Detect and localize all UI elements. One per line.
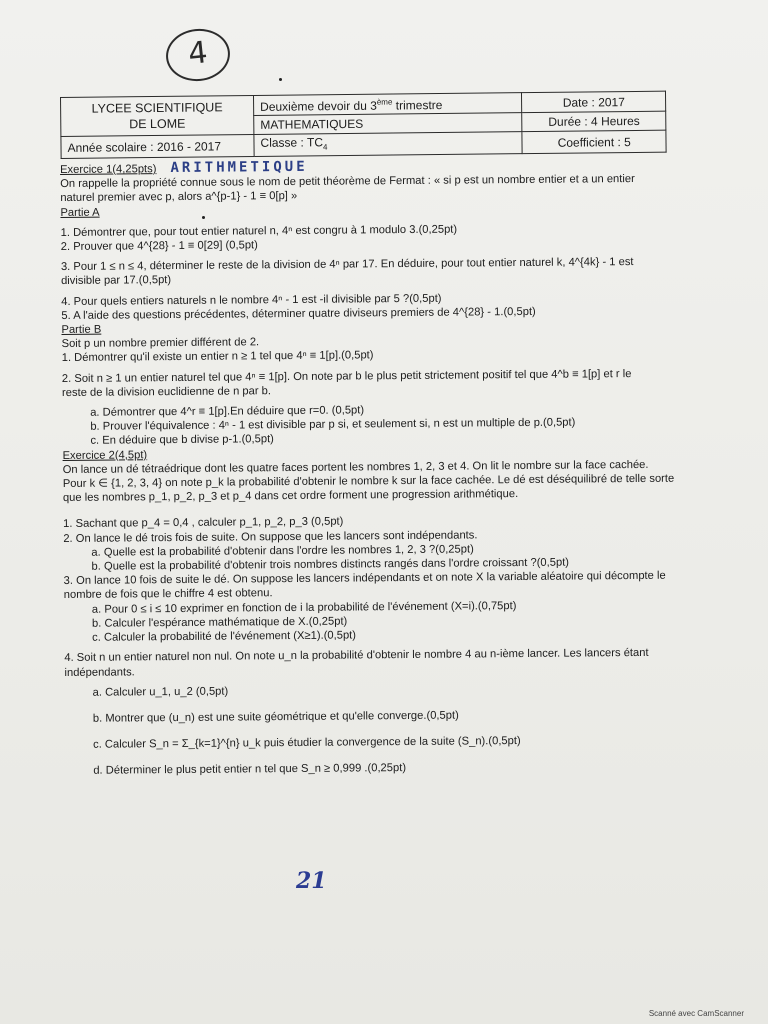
subquestion-line: a. Calculer u_1, u_2 (0,5pt)	[92, 685, 229, 699]
question-line: 4. Pour quels entiers naturels n le nombre 4ⁿ - 1 est -il divisible par 5 ?(0,5pt)	[61, 292, 442, 308]
question-line: 4. Soit n un entier naturel non nul. On note u_n la probabilité d'obtenir le nombre 4 au n-ième lancer. Les lancers étant	[64, 647, 649, 665]
question-line: 2. Prouver que 4^{28} - 1 ≡ 0[29] (0,5pt)	[60, 239, 258, 254]
part-title: Partie A	[60, 206, 100, 219]
coefficient-cell: Coefficient : 5	[522, 130, 666, 154]
exercise-title: Exercice 1(4,25pts) ARITHMETIQUE	[60, 158, 308, 177]
text-line: On lance un dé tétraédrique dont les quatre faces portent les nombres 1, 2, 3 et 4. On lit le nombre sur la face cachée.	[62, 458, 649, 476]
question-line: 1. Sachant que p_4 = 0,4 , calculer p_1, p_2, p_3 (0,5pt)	[63, 516, 344, 531]
subquestion-line: a. Démontrer que 4^r ≡ 1[p].En déduire que r=0. (0,5pt)	[90, 404, 365, 419]
subject-cell: MATHEMATIQUES	[254, 113, 523, 135]
question-line: 1. Démontrer que, pour tout entier naturel n, 4ⁿ est congru à 1 modulo 3.(0,25pt)	[60, 223, 458, 239]
scanner-watermark: Scanné avec CamScanner	[648, 1009, 744, 1018]
handwritten-note: ARITHMETIQUE	[170, 158, 308, 177]
exercise-title: Exercice 2(4,5pt)	[62, 448, 148, 462]
subquestion-line: b. Montrer que (u_n) est une suite géométrique et qu'elle converge.(0,5pt)	[92, 709, 459, 725]
subquestion-line: b. Prouver l'équivalence : 4ⁿ - 1 est divisible par p si, et seulement si, n est un multiple de p.(0,5pt)	[90, 416, 576, 433]
question-line: 1. Démontrer qu'il existe un entier n ≥ 1 tel que 4ⁿ ≡ 1[p].(0,5pt)	[61, 349, 374, 365]
school-year-cell: Année scolaire : 2016 - 2017	[61, 134, 254, 158]
exam-content	[60, 156, 725, 778]
page-number: 4	[163, 26, 232, 84]
question-line: divisible par 17.(0,5pt)	[60, 274, 172, 288]
question-line: 2. On lance le dé trois fois de suite. On suppose que les lancers sont indépendants.	[63, 529, 478, 545]
subquestion-line: c. En déduire que b divise p-1.(0,5pt)	[90, 433, 274, 448]
subquestion-line: a. Quelle est la probabilité d'obtenir dans l'ordre les nombres 1, 2, 3 ?(0,25pt)	[91, 543, 474, 559]
subquestion-line: b. Quelle est la probabilité d'obtenir trois nombres distincts rangés dans l'ordre croissant ?(0,5pt)	[91, 556, 570, 573]
subquestion-line: c. Calculer S_n = Σ_{k=1}^{n} u_k puis étudier la convergence de la suite (S_n).(0,5pt)	[93, 735, 521, 751]
exam-title-cell: Deuxième devoir du 3ème trimestre	[253, 93, 522, 116]
handwritten-mark: 21	[296, 868, 327, 894]
text-line: Pour k ∈ {1, 2, 3, 4} on note p_k la probabilité d'obtenir le nombre k sur la face cachée. Le dé est déséquilibré de telle sorte	[62, 472, 675, 491]
question-line: indépendants.	[64, 665, 135, 679]
question-line: 3. Pour 1 ≤ n ≤ 4, déterminer le reste de la division de 4ⁿ par 17. En déduire, pour tout entier naturel k, 4^{4k} - 1 est	[60, 256, 634, 274]
date-cell: Date : 2017	[522, 91, 666, 113]
class-cell: Classe : $TC_4$	[254, 132, 523, 157]
header-table	[60, 91, 667, 160]
question-line: 2. Soit n ≥ 1 un entier naturel tel que 4ⁿ ≡ 1[p]. On note par b le plus petit strictement positif tel que 4^b ≡ 1[p] et r le	[61, 367, 632, 385]
ink-dot	[279, 78, 282, 81]
text-line: Soit p un nombre premier différent de 2.	[61, 336, 260, 351]
question-line: reste de la division euclidienne de n par b.	[61, 385, 272, 399]
subquestion-line: c. Calculer la probabilité de l'événement (X≥1).(0,5pt)	[92, 629, 357, 644]
subquestion-line: d. Déterminer le plus petit entier n tel que S_n ≥ 0,999 .(0,25pt)	[93, 762, 407, 778]
question-line: nombre de fois que le chiffre 4 est obtenu.	[63, 587, 273, 602]
text-line: que les nombres p_1, p_2, p_3 et p_4 dans cet ordre forment une progression arithmétique.	[62, 488, 519, 505]
question-line: 5. A l'aide des questions précédentes, déterminer quatre diviseurs premiers de 4^{28} - 1.(0,5pt)	[61, 305, 536, 322]
question-line: 3. On lance 10 fois de suite le dé. On suppose les lancers indépendants et on note X la variable aléatoire qui décompte le	[63, 570, 666, 588]
school-name-cell: LYCEE SCIENTIFIQUE DE LOME	[61, 95, 254, 136]
part-title: Partie B	[61, 323, 102, 337]
subquestion-line: a. Pour 0 ≤ i ≤ 10 exprimer en fonction de i la probabilité de l'événement (X=i).(0,75pt)	[91, 599, 517, 616]
text-line: naturel premier avec p, alors a^{p-1} - 1 ≡ 0[p] »	[60, 190, 298, 205]
text-line: On rappelle la propriété connue sous le nom de petit théorème de Fermat : « si p est un nombre entier et a un entier	[60, 173, 635, 191]
subquestion-line: b. Calculer l'espérance mathématique de X.(0,25pt)	[91, 615, 348, 630]
duration-cell: Durée : 4 Heures	[522, 111, 666, 132]
